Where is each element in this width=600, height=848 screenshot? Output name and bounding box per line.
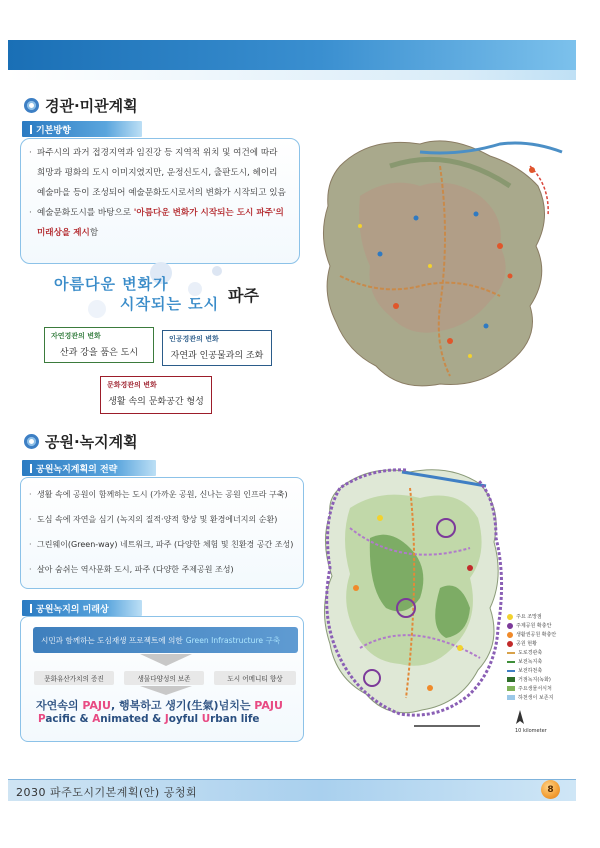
closing-emphasis: 미래상을 제시 — [37, 228, 90, 238]
strategy-panel — [20, 477, 304, 589]
vision-chip: 도시 어메니티 향상 — [214, 671, 296, 685]
legend-line-icon — [507, 661, 515, 663]
subtag-bar-icon — [30, 125, 32, 134]
list-item: · 도심 속에 자연을 심기 (녹지의 질적·양적 향상 및 환경에너지의 순환) — [29, 515, 278, 524]
legend-circle-icon — [507, 632, 513, 638]
decor-bubble — [212, 266, 222, 276]
list-item: · 파주시의 과거 접경지역과 임진강 등 지역적 위치 및 여건에 따라 — [29, 148, 278, 158]
section2-title: 공원·녹지계획 — [45, 433, 138, 451]
slogan-city: 파주 — [228, 286, 259, 305]
highlight-phrase: '아름다운 변화가 시작되는 도시 파주'의 — [133, 208, 284, 218]
vision-subtag-label: 공원녹지의 미래상 — [36, 604, 109, 615]
basic-direction-list — [21, 139, 299, 243]
decor-bubble — [88, 300, 106, 318]
strategy-list — [21, 478, 303, 582]
list-item: 희망과 평화의 도시 이미지였지만, 운정신도시, 출판도시, 헤이리 — [37, 168, 278, 178]
legend-box-icon — [507, 695, 515, 700]
legend-item: 도로경관축 — [507, 648, 577, 657]
footer-title: 2030 파주도시기본계획(안) 공청회 — [16, 786, 198, 799]
legend-item: 거점녹지(녹화) — [507, 675, 577, 684]
page-number-badge: 8 — [541, 780, 560, 799]
header-band-fade — [8, 70, 576, 80]
natural-landscape-box: 자연경관의 변화 산과 강을 품은 도시 — [44, 327, 154, 363]
legend-item: 보전하천축 — [507, 666, 577, 675]
list-item: · 살아 숨쉬는 역사문화 도시, 파주 (다양한 주제공원 조성) — [29, 565, 234, 574]
section1-subtag-label: 기본방향 — [36, 125, 71, 136]
slogan-line2: 시작되는 도시 — [120, 295, 220, 313]
park-map-legend — [507, 612, 577, 702]
landscape-map — [300, 126, 572, 402]
legend-circle-icon — [507, 641, 513, 647]
park-green-map-svg — [310, 458, 506, 738]
section2-heading — [24, 431, 138, 452]
section1-heading — [24, 95, 138, 116]
vision-statement-korean: 자연속의 PAJU, 행복하고 생기(生氣)넘치는 PAJU — [36, 699, 283, 712]
circle-bullet-icon — [24, 98, 39, 113]
vision-subtag — [22, 600, 142, 616]
subtag-bar-icon — [30, 604, 32, 613]
scale-label: 10 kilometer — [515, 728, 547, 734]
arrow-down-icon — [140, 686, 192, 695]
list-item: · 그린웨이(Green-way) 네트워크, 파주 (다양한 체험 및 친환경 공간 조성) — [29, 540, 294, 549]
cultural-landscape-box: 문화경관의 변화 생활 속의 문화공간 형성 — [100, 376, 212, 414]
circle-bullet-icon — [24, 434, 39, 449]
legend-item: 주요 조망점 — [507, 612, 577, 621]
arrow-down-icon — [140, 654, 192, 666]
section2-subtag-label: 공원녹지계획의 전략 — [36, 464, 118, 475]
legend-line-icon — [507, 670, 515, 672]
park-green-map — [310, 458, 506, 738]
list-item: · 예술문화도시를 바탕으로 '아름다운 변화가 시작되는 도시 파주'의 — [29, 208, 284, 218]
legend-box-icon — [507, 686, 515, 691]
section1-title: 경관·미관계획 — [45, 97, 138, 115]
legend-item: 공원 현황 — [507, 639, 577, 648]
header-band — [8, 40, 576, 70]
legend-item: 하천생이 보존지 — [507, 693, 577, 702]
vision-statement-english: Pacific & Animated & Joyful Urban life — [38, 713, 260, 725]
artificial-landscape-box: 인공경관의 변화 자연과 인공물과의 조화 — [162, 330, 272, 366]
legend-circle-icon — [507, 614, 513, 620]
vision-banner — [33, 627, 298, 653]
list-item: · 생활 속에 공원이 함께하는 도시 (가까운 공원, 신나는 공원 인프라 구축) — [29, 490, 288, 499]
legend-line-icon — [507, 652, 515, 654]
section1-subtag — [22, 121, 142, 137]
subtag-bar-icon — [30, 464, 32, 473]
basic-direction-panel — [20, 138, 300, 264]
legend-item: 보전녹지축 — [507, 657, 577, 666]
list-item: 미래상을 제시함 — [37, 228, 99, 238]
legend-item: 주제공원 확충안 — [507, 621, 577, 630]
legend-box-icon — [507, 677, 515, 682]
vision-banner-text: 시민과 함께하는 도심재생 프로젝트에 의한 — [41, 635, 183, 645]
vision-banner-highlight: Green Infrastructure 구축 — [185, 635, 281, 645]
list-item: 예술마을 등이 조성되어 예술문화도시로서의 변화가 시작되고 있음 — [37, 188, 286, 198]
section2-subtag — [22, 460, 156, 476]
slogan-line1: 아름다운 변화가 — [54, 275, 169, 293]
legend-item: 주요생물서식처 — [507, 684, 577, 693]
vision-chip: 생물다양성의 보존 — [124, 671, 204, 685]
legend-item: 생활권공원 확충안 — [507, 630, 577, 639]
vision-chip: 문화유산가치의 증진 — [34, 671, 114, 685]
legend-circle-icon — [507, 623, 513, 629]
north-arrow-icon — [514, 710, 526, 726]
landscape-map-svg — [300, 126, 572, 402]
